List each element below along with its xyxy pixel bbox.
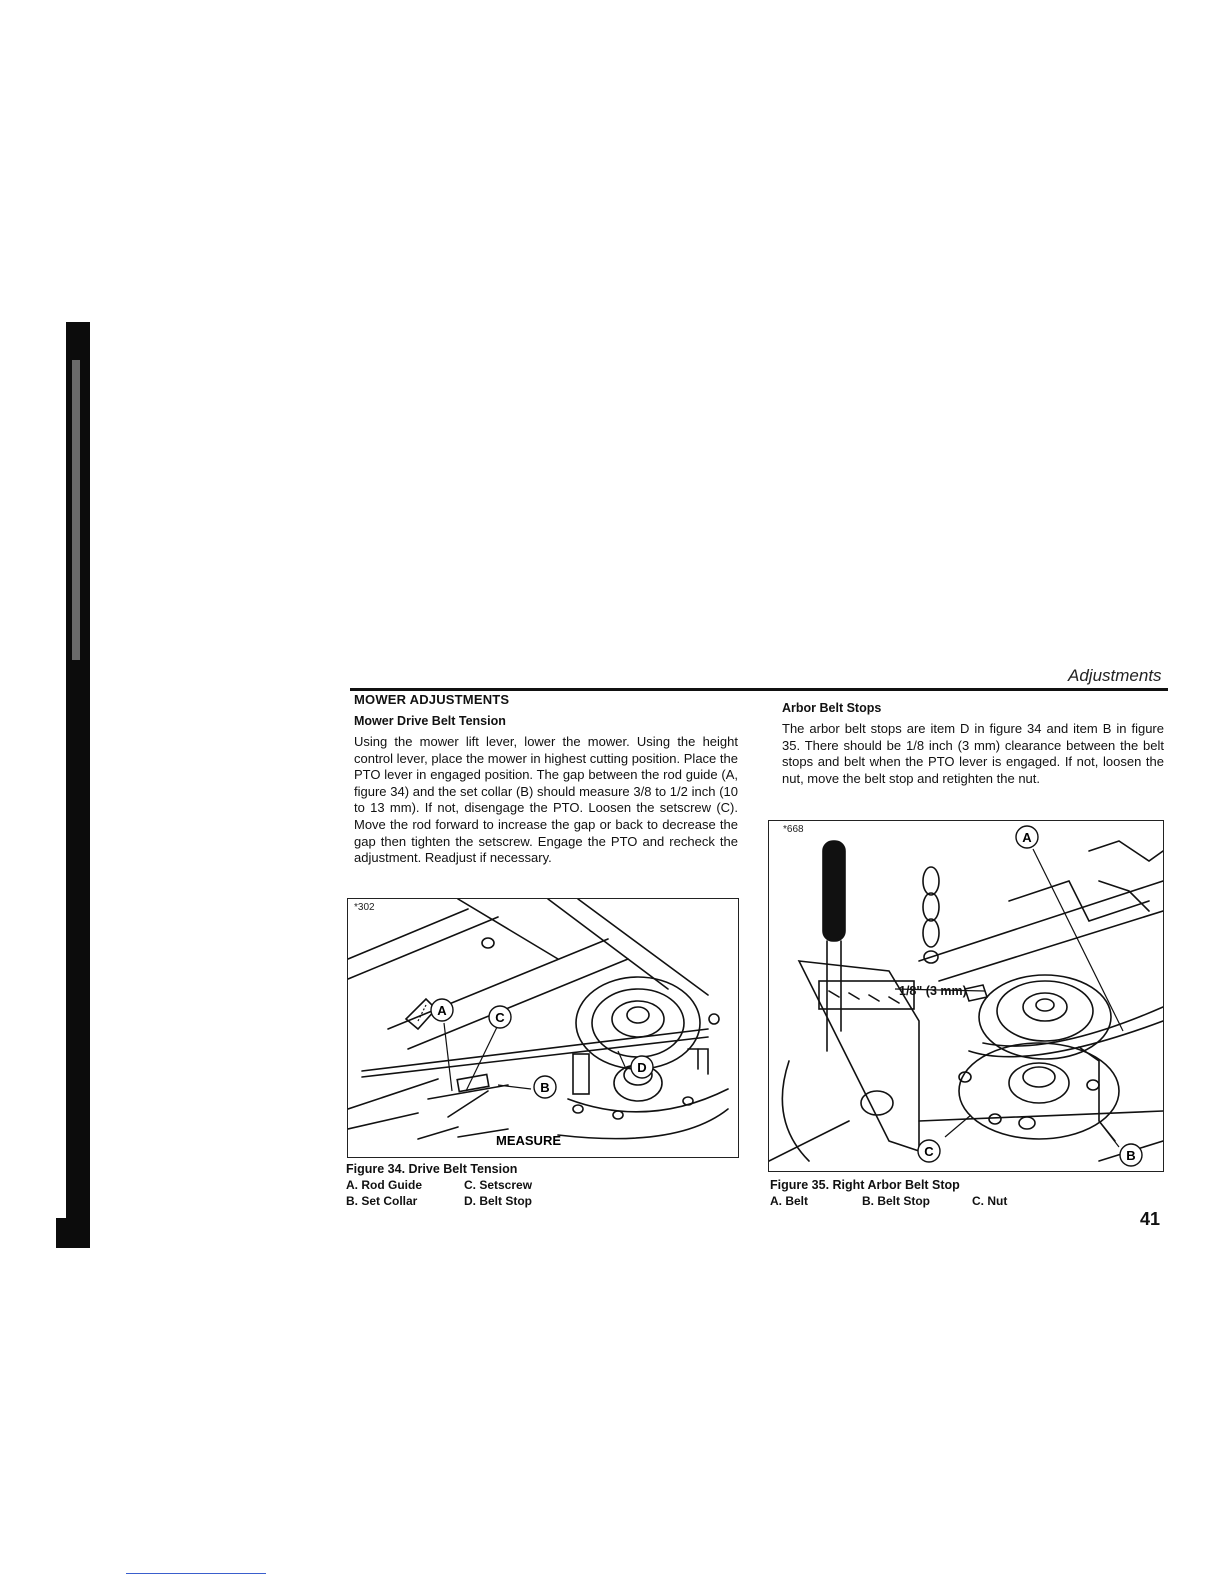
- callout-a: A: [1022, 830, 1032, 845]
- figure-35-title: Figure 35. Right Arbor Belt Stop: [770, 1178, 960, 1192]
- callout-b: B: [1126, 1148, 1136, 1163]
- callout-c: C: [924, 1144, 934, 1159]
- legend-nut: C. Nut: [972, 1194, 1008, 1208]
- figure-35-caption: [770, 1177, 1130, 1209]
- arbor-belt-heading: Arbor Belt Stops: [782, 701, 882, 715]
- figure-35-arbor-belt-stop-illustration: [768, 820, 1164, 1172]
- callout-b: B: [540, 1080, 550, 1095]
- binding-edge-highlight: [72, 360, 80, 660]
- figure-34-drive-belt-illustration: [347, 898, 739, 1158]
- main-heading: MOWER ADJUSTMENTS: [354, 692, 510, 707]
- figure-35-drawing: [769, 821, 1163, 1171]
- figure-34-drawing: [348, 899, 738, 1157]
- left-column: [354, 692, 738, 867]
- figure-34-id: *302: [354, 902, 375, 913]
- drive-belt-heading: Mower Drive Belt Tension: [354, 714, 506, 728]
- legend-rod-guide: A. Rod Guide: [346, 1178, 422, 1192]
- measure-label: MEASURE: [496, 1133, 562, 1148]
- figure-34-title: Figure 34. Drive Belt Tension: [346, 1162, 518, 1176]
- legend-set-collar: B. Set Collar: [346, 1194, 418, 1208]
- header-rule: [350, 688, 1168, 691]
- binding-notch: [56, 1218, 66, 1248]
- right-column: [782, 701, 1164, 787]
- callout-d: D: [637, 1060, 647, 1075]
- page-number: 41: [1140, 1209, 1161, 1229]
- callout-c: C: [495, 1010, 505, 1025]
- clearance-label: 1/8" (3 mm): [899, 984, 967, 998]
- legend-setscrew: C. Setscrew: [464, 1178, 533, 1192]
- legend-belt-stop: D. Belt Stop: [464, 1194, 532, 1208]
- drive-belt-paragraph: Using the mower lift lever, lower the mower. Using the height control lever, place the mower in highest cutting position. Place the PTO lever in engaged position. The gap between the rod guide (A, figure 34) and the set collar (B) should measure 3/8 to 1/2 inch (10 to 13 mm). If not, disengage the PTO. Loosen the setscrew (C). Move the rod forward to increase the gap or back to decrease the gap then tighten the setscrew. Engage the PTO and recheck the adjustment. Readjust if necessary.: [354, 734, 738, 866]
- arbor-belt-paragraph: The arbor belt stops are item D in figure 34 and item B in figure 35. There should be 1/8 inch (3 mm) clearance between the belt stops and belt when the PTO lever is engaged. If not, loosen the nut, move the belt stop and retighten the nut.: [782, 721, 1164, 786]
- legend-belt: A. Belt: [770, 1194, 809, 1208]
- legend-belt-stop: B. Belt Stop: [862, 1194, 930, 1208]
- callout-a: A: [437, 1003, 447, 1018]
- footer-line: [126, 1573, 266, 1574]
- figure-34-caption: [346, 1161, 706, 1209]
- figure-35-id: *668: [783, 824, 804, 835]
- section-header: Adjustments: [1068, 666, 1162, 685]
